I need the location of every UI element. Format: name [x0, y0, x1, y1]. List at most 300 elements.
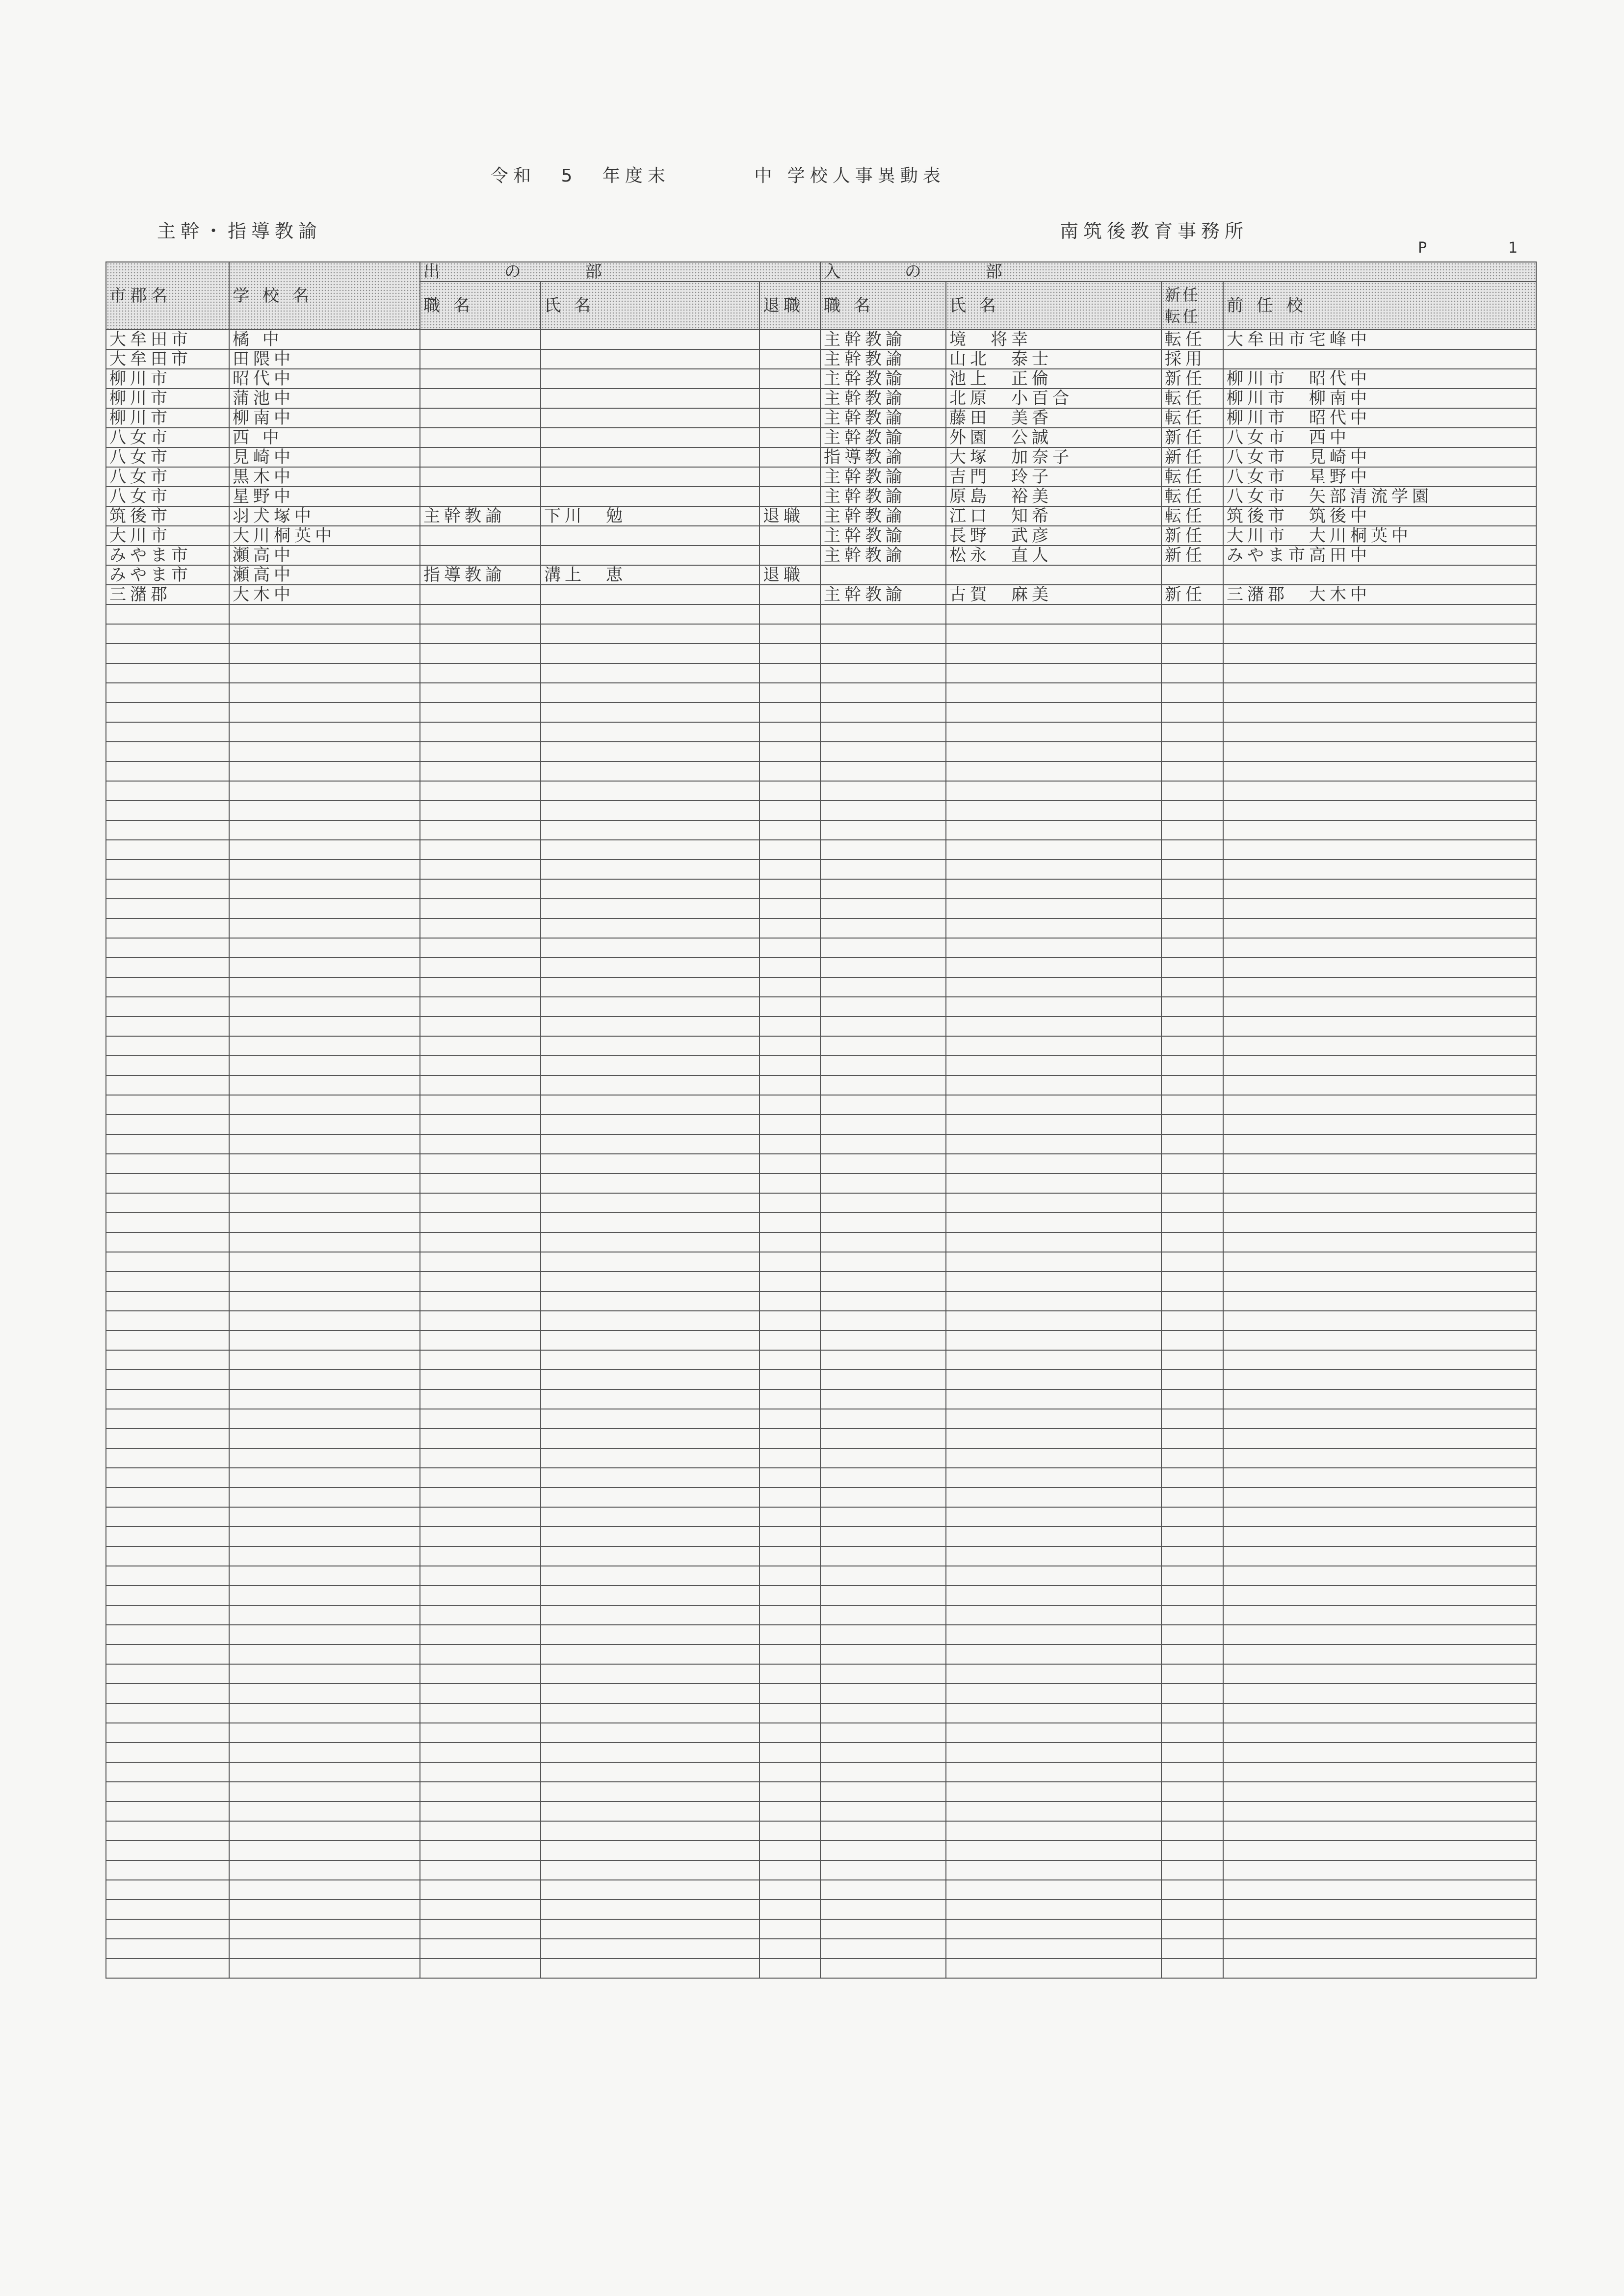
out-position-cell	[420, 428, 541, 447]
out-name-cell	[541, 487, 760, 506]
in-position-cell	[820, 1782, 946, 1801]
out-name-cell	[541, 899, 760, 918]
in-type-cell	[1161, 742, 1223, 761]
in-type-cell	[1161, 1174, 1223, 1193]
in-type-cell	[1161, 1448, 1223, 1468]
in-name-cell	[946, 820, 1161, 840]
in-type-cell	[1161, 1154, 1223, 1174]
in-name-cell	[946, 1782, 1161, 1801]
out-retire-cell	[760, 1919, 820, 1939]
out-name-cell	[541, 1095, 760, 1115]
in-prev-school-cell: 大川市 大川桐英中	[1223, 526, 1536, 546]
in-prev-school-cell	[1223, 1095, 1536, 1115]
in-prev-school-cell	[1223, 644, 1536, 663]
out-name-cell	[541, 1507, 760, 1527]
in-name-cell	[946, 1527, 1161, 1546]
in-prev-school-cell	[1223, 899, 1536, 918]
in-type-cell	[1161, 1134, 1223, 1154]
table-row	[106, 1821, 1536, 1841]
in-position-cell: 主幹教諭	[820, 585, 946, 604]
in-prev-school-cell	[1223, 1782, 1536, 1801]
table-row	[106, 1664, 1536, 1684]
in-position-cell	[820, 1095, 946, 1115]
out-position-cell	[420, 1154, 541, 1174]
table-row	[106, 918, 1536, 938]
city-cell	[106, 1232, 229, 1252]
out-name-cell	[541, 1154, 760, 1174]
school-cell	[229, 1350, 420, 1370]
city-cell	[106, 1252, 229, 1272]
out-name-cell	[541, 1860, 760, 1880]
out-position-cell	[420, 447, 541, 467]
out-name-cell	[541, 546, 760, 565]
table-row	[106, 1487, 1536, 1507]
in-prev-school-cell	[1223, 860, 1536, 879]
out-position-cell	[420, 761, 541, 781]
out-name-cell	[541, 918, 760, 938]
out-retire-cell	[760, 1095, 820, 1115]
school-cell	[229, 1389, 420, 1409]
in-position-cell	[820, 1703, 946, 1723]
in-position-cell	[820, 1566, 946, 1586]
out-retire-cell	[760, 1213, 820, 1232]
school-cell: 黒木中	[229, 467, 420, 487]
out-name-cell	[541, 1115, 760, 1134]
in-position-cell	[820, 1036, 946, 1056]
table-row	[106, 1566, 1536, 1586]
out-position-cell	[420, 722, 541, 742]
in-type-cell	[1161, 1272, 1223, 1291]
in-type-cell	[1161, 1036, 1223, 1056]
school-cell	[229, 1527, 420, 1546]
in-type-cell	[1161, 840, 1223, 860]
out-retire-cell	[760, 408, 820, 428]
in-name-cell	[946, 1664, 1161, 1684]
in-prev-school-cell	[1223, 1625, 1536, 1644]
in-position-cell	[820, 1370, 946, 1389]
in-prev-school-cell	[1223, 565, 1536, 585]
out-name-cell	[541, 1389, 760, 1409]
out-retire-cell	[760, 1527, 820, 1546]
in-name-cell: 大塚 加奈子	[946, 447, 1161, 467]
out-name-cell	[541, 644, 760, 663]
table-row	[106, 1291, 1536, 1311]
school-cell	[229, 879, 420, 899]
out-retire-cell	[760, 781, 820, 801]
city-cell: 八女市	[106, 447, 229, 467]
in-name-cell	[946, 1507, 1161, 1527]
city-cell: 大牟田市	[106, 349, 229, 369]
out-position-cell	[420, 1566, 541, 1586]
in-prev-school-cell	[1223, 1056, 1536, 1075]
header-in-prev-school: 前 任 校	[1223, 282, 1536, 330]
out-retire-cell	[760, 1487, 820, 1507]
in-name-cell	[946, 860, 1161, 879]
city-cell	[106, 1841, 229, 1860]
table-row	[106, 801, 1536, 820]
in-prev-school-cell	[1223, 997, 1536, 1017]
out-retire-cell	[760, 1860, 820, 1880]
in-name-cell	[946, 604, 1161, 624]
city-cell	[106, 1605, 229, 1625]
in-prev-school-cell: 柳川市 昭代中	[1223, 408, 1536, 428]
school-cell: 大川桐英中	[229, 526, 420, 546]
table-row	[106, 663, 1536, 683]
school-cell: 見崎中	[229, 447, 420, 467]
in-name-cell	[946, 1487, 1161, 1507]
in-type-cell: 転任	[1161, 408, 1223, 428]
in-prev-school-cell	[1223, 1605, 1536, 1625]
in-name-cell	[946, 1134, 1161, 1154]
city-cell	[106, 1939, 229, 1958]
in-type-cell	[1161, 1586, 1223, 1605]
out-retire-cell	[760, 1605, 820, 1625]
out-position-cell	[420, 1115, 541, 1134]
in-type-cell	[1161, 860, 1223, 879]
out-position-cell	[420, 918, 541, 938]
city-cell: 八女市	[106, 487, 229, 506]
in-type-cell	[1161, 1213, 1223, 1232]
in-name-cell	[946, 1056, 1161, 1075]
in-type-cell: 新任	[1161, 585, 1223, 604]
in-prev-school-cell	[1223, 1291, 1536, 1311]
in-prev-school-cell: 八女市 見崎中	[1223, 447, 1536, 467]
in-prev-school-cell	[1223, 1762, 1536, 1782]
in-type-cell	[1161, 1291, 1223, 1311]
in-type-cell	[1161, 1115, 1223, 1134]
out-retire-cell	[760, 1429, 820, 1448]
school-cell	[229, 1546, 420, 1566]
in-position-cell	[820, 801, 946, 820]
out-name-cell	[541, 1586, 760, 1605]
in-type-cell	[1161, 761, 1223, 781]
in-type-cell	[1161, 1095, 1223, 1115]
in-type-cell: 転任	[1161, 389, 1223, 408]
in-position-cell	[820, 1448, 946, 1468]
in-prev-school-cell	[1223, 722, 1536, 742]
out-position-cell	[420, 1684, 541, 1703]
in-name-cell	[946, 624, 1161, 644]
in-position-cell	[820, 840, 946, 860]
in-type-cell	[1161, 1311, 1223, 1331]
table-row	[106, 1546, 1536, 1566]
out-name-cell	[541, 1919, 760, 1939]
out-name-cell	[541, 761, 760, 781]
in-name-cell	[946, 1409, 1161, 1429]
in-prev-school-cell	[1223, 1134, 1536, 1154]
in-name-cell	[946, 1174, 1161, 1193]
out-position-cell	[420, 330, 541, 349]
table-row	[106, 1036, 1536, 1056]
out-position-cell	[420, 1075, 541, 1095]
city-cell: 八女市	[106, 428, 229, 447]
in-position-cell: 主幹教諭	[820, 330, 946, 349]
table-row	[106, 408, 1536, 428]
out-position-cell	[420, 467, 541, 487]
out-retire-cell	[760, 918, 820, 938]
in-type-cell	[1161, 1566, 1223, 1586]
out-position-cell	[420, 1860, 541, 1880]
out-retire-cell	[760, 1115, 820, 1134]
school-cell	[229, 683, 420, 703]
in-name-cell: 吉門 玲子	[946, 467, 1161, 487]
school-cell	[229, 1625, 420, 1644]
table-row	[106, 840, 1536, 860]
table-row	[106, 1586, 1536, 1605]
table-row	[106, 1154, 1536, 1174]
out-position-cell	[420, 1958, 541, 1978]
page-number	[1418, 239, 1520, 257]
out-name-cell	[541, 1625, 760, 1644]
in-type-cell	[1161, 1546, 1223, 1566]
in-prev-school-cell: 八女市 西中	[1223, 428, 1536, 447]
out-retire-cell	[760, 938, 820, 958]
city-cell	[106, 1017, 229, 1036]
table-row	[106, 526, 1536, 546]
in-type-cell	[1161, 781, 1223, 801]
in-prev-school-cell	[1223, 977, 1536, 997]
school-cell	[229, 624, 420, 644]
in-type-cell	[1161, 1939, 1223, 1958]
in-prev-school-cell	[1223, 1684, 1536, 1703]
out-retire-cell	[760, 1939, 820, 1958]
in-position-cell	[820, 604, 946, 624]
table-row	[106, 1782, 1536, 1801]
out-retire-cell	[760, 1801, 820, 1821]
out-retire-cell	[760, 1841, 820, 1860]
out-position-cell	[420, 958, 541, 977]
table-row	[106, 604, 1536, 624]
in-name-cell	[946, 781, 1161, 801]
school-cell	[229, 918, 420, 938]
in-prev-school-cell	[1223, 1566, 1536, 1586]
city-cell	[106, 1900, 229, 1919]
city-cell	[106, 1311, 229, 1331]
school-cell	[229, 1821, 420, 1841]
in-type-cell	[1161, 1684, 1223, 1703]
in-name-cell: 古賀 麻美	[946, 585, 1161, 604]
in-position-cell: 主幹教諭	[820, 428, 946, 447]
out-name-cell	[541, 781, 760, 801]
table-row	[106, 1507, 1536, 1527]
city-cell	[106, 1821, 229, 1841]
in-position-cell	[820, 938, 946, 958]
header-city: 市郡名	[106, 262, 229, 330]
school-cell: 柳南中	[229, 408, 420, 428]
in-name-cell	[946, 1075, 1161, 1095]
city-cell	[106, 1213, 229, 1232]
city-cell	[106, 1056, 229, 1075]
out-position-cell	[420, 1527, 541, 1546]
in-name-cell	[946, 1860, 1161, 1880]
out-position-cell	[420, 1743, 541, 1762]
table-row	[106, 1232, 1536, 1252]
table-row	[106, 1723, 1536, 1743]
in-prev-school-cell	[1223, 918, 1536, 938]
school-cell	[229, 1448, 420, 1468]
in-prev-school-cell	[1223, 938, 1536, 958]
header-out-retire: 退職	[760, 282, 820, 330]
in-prev-school-cell	[1223, 1154, 1536, 1174]
table-row	[106, 585, 1536, 604]
in-type-cell	[1161, 565, 1223, 585]
out-name-cell: 下川 勉	[541, 506, 760, 526]
out-name-cell	[541, 447, 760, 467]
city-cell	[106, 1350, 229, 1370]
out-name-cell	[541, 997, 760, 1017]
in-name-cell	[946, 1154, 1161, 1174]
city-cell	[106, 1429, 229, 1448]
school-cell	[229, 1174, 420, 1193]
school-cell	[229, 860, 420, 879]
in-position-cell	[820, 1900, 946, 1919]
in-prev-school-cell	[1223, 624, 1536, 644]
out-retire-cell	[760, 722, 820, 742]
in-prev-school-cell	[1223, 1075, 1536, 1095]
in-position-cell	[820, 1743, 946, 1762]
in-name-cell	[946, 1546, 1161, 1566]
in-prev-school-cell: 八女市 矢部清流学園	[1223, 487, 1536, 506]
in-name-cell	[946, 918, 1161, 938]
out-position-cell	[420, 1056, 541, 1075]
city-cell	[106, 918, 229, 938]
in-prev-school-cell	[1223, 1821, 1536, 1841]
in-position-cell	[820, 1507, 946, 1527]
school-cell	[229, 1664, 420, 1684]
in-prev-school-cell	[1223, 1193, 1536, 1213]
city-cell	[106, 722, 229, 742]
office-name: 南筑後教育事務所	[1060, 220, 1249, 242]
in-position-cell: 主幹教諭	[820, 369, 946, 389]
table-row	[106, 1605, 1536, 1625]
out-retire-cell	[760, 526, 820, 546]
school-cell	[229, 761, 420, 781]
out-retire-cell	[760, 977, 820, 997]
school-cell	[229, 1468, 420, 1487]
school-cell	[229, 977, 420, 997]
in-position-cell	[820, 1134, 946, 1154]
out-name-cell	[541, 742, 760, 761]
out-position-cell	[420, 1586, 541, 1605]
in-position-cell	[820, 997, 946, 1017]
in-type-cell	[1161, 1527, 1223, 1546]
school-cell	[229, 1409, 420, 1429]
out-retire-cell	[760, 997, 820, 1017]
in-position-cell	[820, 1880, 946, 1900]
in-position-cell	[820, 1331, 946, 1350]
in-prev-school-cell: 柳川市 柳南中	[1223, 389, 1536, 408]
table-row	[106, 1193, 1536, 1213]
in-type-cell	[1161, 899, 1223, 918]
in-name-cell: 境 将幸	[946, 330, 1161, 349]
city-cell	[106, 1409, 229, 1429]
school-cell	[229, 1723, 420, 1743]
table-row	[106, 997, 1536, 1017]
out-name-cell	[541, 428, 760, 447]
in-prev-school-cell	[1223, 1350, 1536, 1370]
out-name-cell	[541, 1605, 760, 1625]
in-name-cell	[946, 565, 1161, 585]
out-retire-cell	[760, 663, 820, 683]
out-retire-cell: 退職	[760, 565, 820, 585]
in-position-cell	[820, 703, 946, 722]
header-in-position: 職 名	[820, 282, 946, 330]
in-name-cell	[946, 644, 1161, 663]
table-row	[106, 1429, 1536, 1448]
in-type-cell	[1161, 624, 1223, 644]
out-retire-cell	[760, 349, 820, 369]
out-name-cell	[541, 1350, 760, 1370]
table-row	[106, 1743, 1536, 1762]
out-name-cell	[541, 1174, 760, 1193]
in-prev-school-cell	[1223, 1900, 1536, 1919]
in-prev-school-cell	[1223, 1801, 1536, 1821]
city-cell	[106, 703, 229, 722]
out-position-cell	[420, 977, 541, 997]
in-type-cell: 採用	[1161, 349, 1223, 369]
out-name-cell	[541, 1409, 760, 1429]
out-retire-cell	[760, 1075, 820, 1095]
out-position-cell	[420, 408, 541, 428]
in-name-cell	[946, 1389, 1161, 1409]
in-type-cell	[1161, 1331, 1223, 1350]
in-type-cell	[1161, 918, 1223, 938]
section-label: 主幹・指導教諭	[157, 220, 322, 242]
out-name-cell	[541, 408, 760, 428]
in-name-cell	[946, 801, 1161, 820]
table-row	[106, 1056, 1536, 1075]
school-cell	[229, 1644, 420, 1664]
school-cell	[229, 604, 420, 624]
out-name-cell	[541, 840, 760, 860]
out-retire-cell	[760, 801, 820, 820]
out-retire-cell	[760, 1586, 820, 1605]
in-type-cell	[1161, 1743, 1223, 1762]
in-name-cell	[946, 899, 1161, 918]
in-prev-school-cell	[1223, 1880, 1536, 1900]
out-position-cell	[420, 487, 541, 506]
city-cell: 大川市	[106, 526, 229, 546]
out-name-cell	[541, 1036, 760, 1056]
header-in-name: 氏 名	[946, 282, 1161, 330]
school-cell	[229, 997, 420, 1017]
out-name-cell	[541, 585, 760, 604]
in-type-cell	[1161, 1075, 1223, 1095]
in-name-cell	[946, 1684, 1161, 1703]
school-cell	[229, 781, 420, 801]
out-position-cell	[420, 644, 541, 663]
in-type-cell	[1161, 1468, 1223, 1487]
in-position-cell	[820, 1174, 946, 1193]
out-name-cell	[541, 1272, 760, 1291]
table-row	[106, 977, 1536, 997]
table-row	[106, 1075, 1536, 1095]
table-row	[106, 703, 1536, 722]
out-position-cell	[420, 1468, 541, 1487]
school-cell	[229, 1291, 420, 1311]
city-cell	[106, 1958, 229, 1978]
out-position-cell	[420, 1389, 541, 1409]
school-cell	[229, 1115, 420, 1134]
school-cell	[229, 801, 420, 820]
in-prev-school-cell	[1223, 1723, 1536, 1743]
in-position-cell	[820, 1684, 946, 1703]
table-row	[106, 565, 1536, 585]
city-cell	[106, 1527, 229, 1546]
in-type-cell	[1161, 1370, 1223, 1389]
city-cell	[106, 860, 229, 879]
out-position-cell	[420, 1625, 541, 1644]
